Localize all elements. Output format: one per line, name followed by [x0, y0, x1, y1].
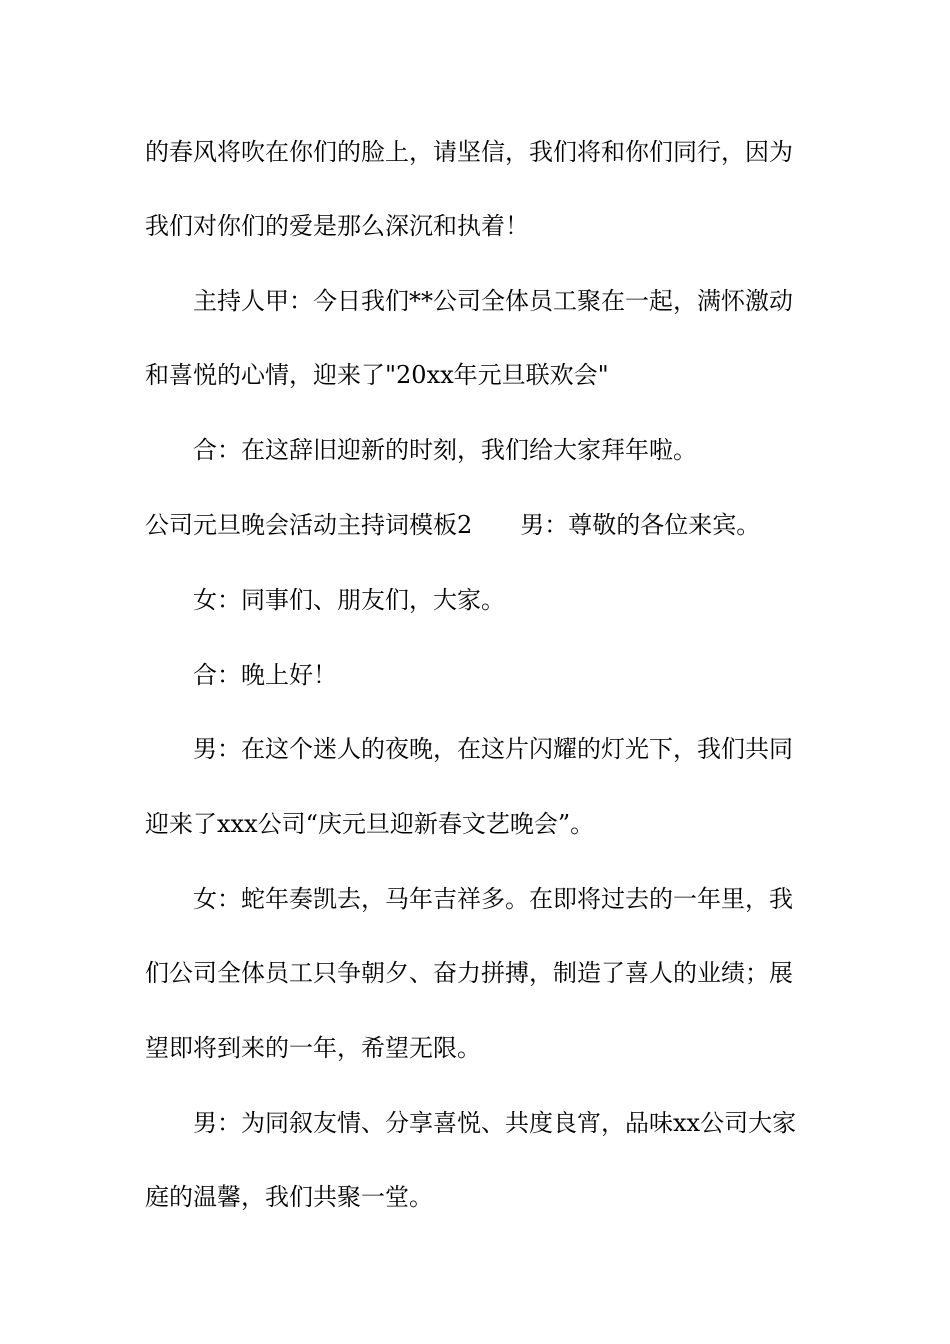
paragraph-line: 望即将到来的一年，希望无限。 [145, 1034, 481, 1062]
paragraph-line: 女：蛇年奏凯去，马年吉祥多。在即将过去的一年里，我 [193, 885, 793, 913]
paragraph-line: 们公司全体员工只争朝夕、奋力拼搏，制造了喜人的业绩；展 [145, 959, 793, 987]
paragraph-line: 男：为同叙友情、分享喜悦、共度良宵，品味xx公司大家 [193, 1109, 797, 1137]
paragraph-line: 合：在这辞旧迎新的时刻，我们给大家拜年啦。 [193, 436, 697, 464]
paragraph-text: 男：尊敬的各位来宾。 [520, 511, 761, 539]
section-heading-line [145, 510, 760, 540]
section-heading: 公司元旦晚会活动主持词模板2 [145, 511, 473, 539]
paragraph-line: 的春风将吹在你们的脸上，请坚信，我们将和你们同行，因为 [145, 138, 793, 166]
paragraph-line: 庭的温馨，我们共聚一堂。 [145, 1183, 433, 1211]
paragraph-line: 男：在这个迷人的夜晚，在这片闪耀的灯光下，我们共同 [193, 735, 793, 763]
paragraph-line: 主持人甲：今日我们**公司全体员工聚在一起，满怀激动 [193, 287, 793, 315]
paragraph-line: 迎来了xxx公司“庆元旦迎新春文艺晚会”。 [145, 810, 595, 838]
paragraph-line: 合：晚上好！ [193, 661, 337, 689]
paragraph-line: 我们对你们的爱是那么深沉和执着！ [145, 212, 529, 240]
paragraph-line: 女：同事们、朋友们，大家。 [193, 586, 505, 614]
paragraph-line: 和喜悦的心情，迎来了"20xx年元旦联欢会" [145, 361, 609, 389]
